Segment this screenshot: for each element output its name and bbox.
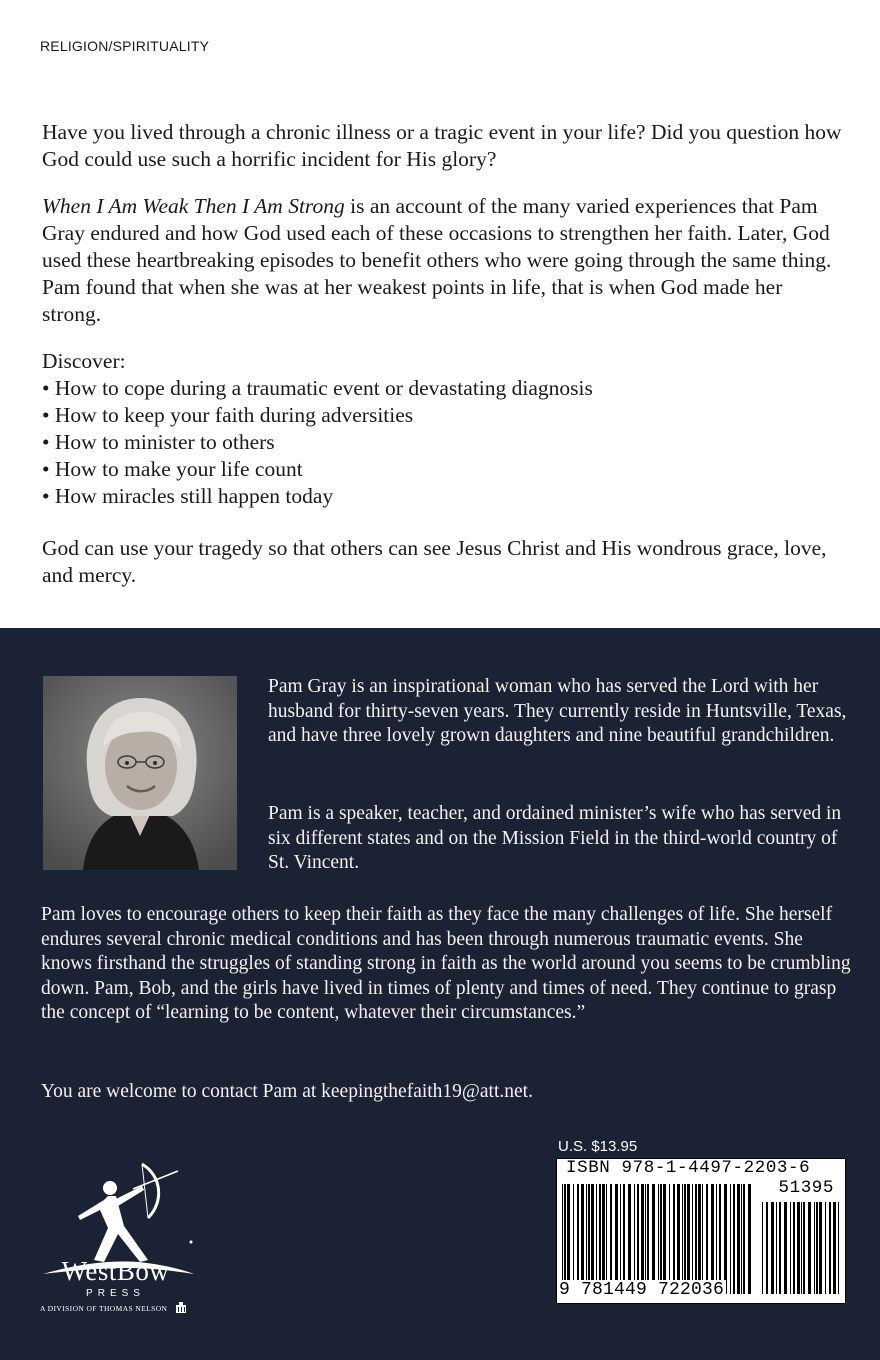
barcode-bar <box>663 1184 666 1294</box>
publisher-press: PRESS <box>86 1288 145 1299</box>
barcode-bar <box>577 1184 579 1294</box>
barcode-bar <box>737 1184 740 1294</box>
retail-price: U.S. $13.95 <box>558 1138 638 1155</box>
barcode-bar <box>562 1184 563 1294</box>
barcode-bar <box>698 1184 701 1294</box>
barcode-bar <box>766 1202 768 1294</box>
barcode-bar <box>573 1184 574 1294</box>
discover-list-block <box>42 348 842 510</box>
price-code: 51395 <box>778 1178 834 1198</box>
barcode-bar <box>833 1202 836 1294</box>
barcode-bar <box>716 1184 717 1294</box>
barcode-bar <box>684 1184 686 1294</box>
author-contact: You are welcome to contact Pam at keepingthefaith19@att.net. <box>41 1081 533 1102</box>
barcode-bar <box>606 1184 607 1294</box>
barcode-bar <box>669 1184 670 1294</box>
barcode-bar <box>793 1202 795 1294</box>
barcode-bar <box>776 1202 777 1294</box>
barcode-bar <box>814 1202 815 1294</box>
list-item: • How to minister to others <box>42 429 842 456</box>
barcode-bar <box>586 1184 587 1294</box>
book-title: When I Am Weak Then I Am Strong <box>42 194 345 218</box>
publisher-name: WestBow <box>61 1256 170 1286</box>
barcode-bar <box>790 1202 791 1294</box>
author-panel <box>0 628 880 1360</box>
description-paragraph <box>42 193 842 328</box>
barcode-bar <box>620 1184 621 1294</box>
list-item: • How to cope during a traumatic event or devastating diagnosis <box>42 375 842 402</box>
barcode-bar <box>801 1202 802 1294</box>
author-bio-3: Pam loves to encourage others to keep their faith as they face the many challenges of life. She herself endures several chronic medical conditions and has been through numerous traumatic events. She knows firsthand the struggles of standing strong in faith as the world around you seems to be crumbling down. Pam, Bob, and the girls have lived in times of plenty and times of need. They continue to grasp the concept of “learning to be content, whatever their circumstances.” <box>41 904 851 1023</box>
barcode-bar <box>808 1202 811 1294</box>
barcode-bar <box>588 1184 590 1294</box>
barcode-bar <box>711 1184 714 1294</box>
discover-list <box>42 375 842 510</box>
back-cover-blurb-section <box>0 0 880 628</box>
barcode-bar <box>825 1202 826 1294</box>
intro-paragraph: Have you lived through a chronic illness or a tragic event in your life? Did you question how God could use such a horrific incident for His glory? <box>42 120 842 171</box>
barcode-bar <box>730 1184 731 1294</box>
barcode-bar <box>743 1184 745 1294</box>
barcode-bar <box>819 1202 822 1294</box>
isbn-barcode <box>556 1158 846 1304</box>
barcode-bar <box>706 1184 708 1294</box>
author-photo <box>43 676 237 870</box>
barcode-bar <box>702 1184 703 1294</box>
author-bio-1: Pam Gray is an inspirational woman who has served the Lord with her husband for thirty-seven years. They currently reside in Huntsville, Texas, and have three lovely grown daughters and nine beautiful grandchildren. <box>268 676 847 746</box>
barcode-bar <box>615 1184 618 1294</box>
barcode-bar <box>637 1184 639 1294</box>
barcode-bar <box>771 1202 774 1294</box>
list-item: • How to keep your faith during adversities <box>42 402 842 429</box>
barcode-bar <box>733 1184 735 1294</box>
author-portrait-image <box>43 676 237 870</box>
barcode-bar <box>610 1184 612 1294</box>
barcode-bar <box>641 1184 644 1294</box>
discover-heading: Discover: <box>42 349 126 373</box>
barcode-bar <box>803 1202 805 1294</box>
barcode-bar <box>692 1184 693 1294</box>
barcode-bar <box>599 1184 601 1294</box>
closing-paragraph: God can use your tragedy so that others can see Jesus Christ and His wondrous grace, love, and mercy. <box>42 536 827 587</box>
barcode-bar <box>660 1184 662 1294</box>
barcode-bar <box>591 1184 594 1294</box>
barcode-bar <box>687 1184 690 1294</box>
barcode-bar <box>797 1202 800 1294</box>
barcode-bar <box>762 1202 763 1294</box>
author-bio-2: Pam is a speaker, teacher, and ordained minister’s wife who has served in six different states and on the Mission Field in the third-world country of St. Vincent. <box>268 803 842 873</box>
barcode-bar <box>695 1184 697 1294</box>
barcode-bar <box>652 1184 655 1294</box>
barcode-bar <box>741 1184 742 1294</box>
barcode-bar <box>564 1184 566 1294</box>
barcode-bar <box>838 1202 839 1294</box>
barcode-bar <box>784 1202 787 1294</box>
barcode-bar <box>581 1184 584 1294</box>
barcode-bar <box>719 1184 721 1294</box>
list-item: • How miracles still happen today <box>42 483 842 510</box>
barcode-bar <box>567 1184 570 1294</box>
description-text: is an account of the many varied experiences that Pam Gray endured and how God used each of these occasions to strengthen her faith. Later, God used these heartbreaking episodes to benefit others who were going through the same thing. Pam found that when she was at her weakest points in life, that is when God made her strong. <box>42 194 832 326</box>
barcode-bar <box>628 1184 631 1294</box>
barcode-bar <box>673 1184 675 1294</box>
barcode-bar <box>748 1184 751 1294</box>
barcode-bar <box>623 1184 625 1294</box>
barcode-bar <box>658 1184 659 1294</box>
isbn-number: ISBN 978-1-4497-2203-6 <box>566 1158 811 1178</box>
list-item: • How to make your life count <box>42 456 842 483</box>
ean-number: 9 781449 722036 <box>559 1280 725 1300</box>
building-icon <box>175 1302 187 1314</box>
barcode-bar <box>779 1202 781 1294</box>
barcode-bar <box>647 1184 649 1294</box>
barcode-bar <box>816 1202 818 1294</box>
barcode-bar <box>829 1202 831 1294</box>
barcode-bar <box>682 1184 683 1294</box>
barcode-bar <box>677 1184 680 1294</box>
category-label: RELIGION/SPIRITUALITY <box>40 38 210 54</box>
barcode-bar <box>634 1184 635 1294</box>
barcode-bar <box>596 1184 597 1294</box>
barcode-bar <box>602 1184 605 1294</box>
barcode-bar <box>724 1184 727 1294</box>
publisher-division: A DIVISION OF THOMAS NELSON <box>40 1304 168 1313</box>
barcode-bar <box>645 1184 646 1294</box>
